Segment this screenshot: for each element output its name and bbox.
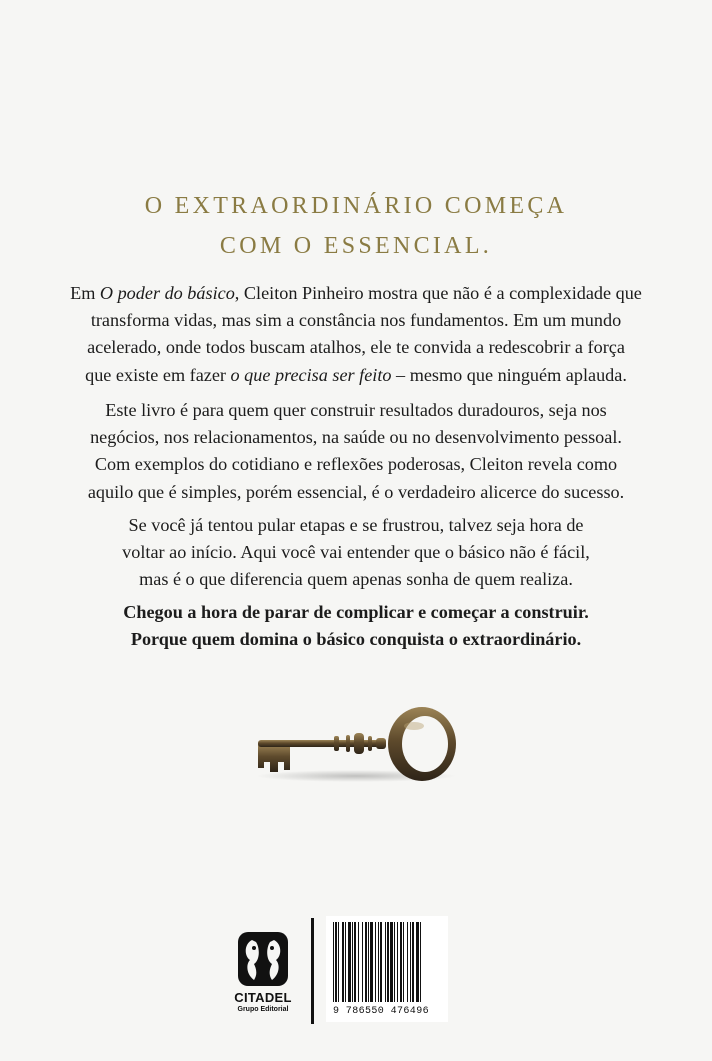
barcode-icon [333,922,445,1004]
paragraph-line [30,362,682,389]
barcode-bar [342,922,344,1002]
barcode-bar [348,922,351,1002]
text-run: que existe em fazer [85,364,231,385]
text-run: – mesmo que ninguém aplauda. [391,364,627,385]
barcode-bar [387,922,389,1002]
barcode-bar [358,922,359,1002]
barcode-bar [370,922,373,1002]
barcode-bar [397,922,398,1002]
paragraph-line: negócios, nos relacionamentos, na saúde ou no desenvolvimento pessoal. [90,427,622,448]
barcode-bar [390,922,393,1002]
barcode-bar [407,922,408,1002]
isbn-number: 9 786550 476496 [333,1006,430,1017]
barcode-bar [333,922,334,1002]
paragraph-line: transforma vidas, mas sim a constância nos fundamentos. Em um mundo [90,310,622,331]
headline-line-1: O EXTRAORDINÁRIO COMEÇA [144,193,568,219]
book-title: O poder do básico [99,283,235,303]
publisher-subtitle: Grupo Editorial [237,1006,289,1013]
barcode-bar [420,922,421,1002]
paragraph-line: acelerado, onde todos buscam atalhos, ele te convida a redescobrir a força [87,337,625,358]
barcode-bar [362,922,363,1002]
barcode-bar [375,922,376,1002]
barcode-bar [335,922,337,1002]
barcode-bar [412,922,414,1002]
paragraph-line: Se você já tentou pular etapas e se frustrou, talvez seja hora de [128,515,584,535]
text-run: Em [70,283,100,303]
barcode-bar [338,922,339,1002]
closing-line: Porque quem domina o básico conquista o extraordinário. [130,629,582,650]
barcode-bar [416,922,419,1002]
barcode-bar [385,922,386,1002]
headline [40,186,672,266]
paragraph-line: Com exemplos do cotidiano e reflexões poderosas, Cleiton revela como [94,454,618,475]
text-run: , Cleiton Pinheiro mostra que não é a complexidade que [234,283,642,303]
barcode-bar [410,922,411,1002]
paragraph-line [30,280,682,307]
barcode-bar [380,922,382,1002]
paragraph-line: mas é o que diferencia quem apenas sonha de quem realiza. [139,569,573,590]
paragraph-line: aquilo que é simples, porém essencial, é o verdadeiro alicerce do sucesso. [87,481,625,502]
barcode-bar [354,922,356,1002]
barcode-bar [394,922,395,1002]
paragraph-line: voltar ao início. Aqui você vai entender que o básico não é fácil, [122,542,590,563]
barcode-bar [403,922,404,1002]
barcode-bar [368,922,369,1002]
barcode-bar [352,922,353,1002]
paragraph-audience [30,397,682,506]
antique-key-icon [250,700,462,786]
barcode-bar [378,922,379,1002]
publisher-name: CITADEL [234,990,292,1005]
headline-line-2: COM O ESSENCIAL. [219,233,493,259]
paragraph-intro [30,280,682,389]
barcode-bar [365,922,367,1002]
barcode-bar [400,922,402,1002]
closing-statement [30,599,682,653]
divider [311,918,314,1024]
barcode-bar [345,922,346,1002]
closing-line: Chegou a hora de parar de complicar e começar a construir. [123,602,589,622]
emphasis-text: o que precisa ser feito [230,364,392,385]
paragraph-line: Este livro é para quem quer construir resultados duradouros, seja nos [105,400,607,420]
paragraph-invitation [30,512,682,594]
